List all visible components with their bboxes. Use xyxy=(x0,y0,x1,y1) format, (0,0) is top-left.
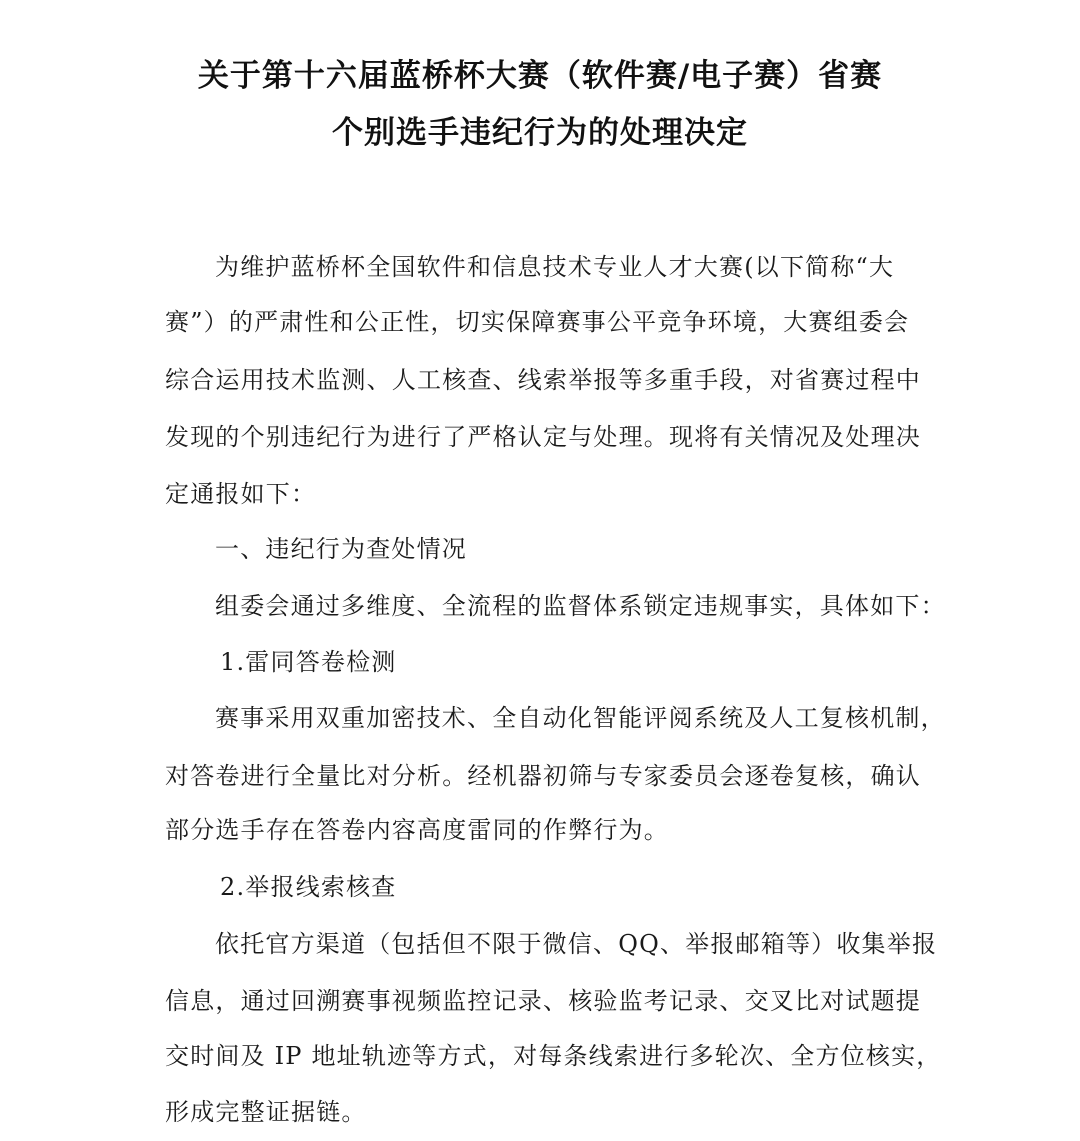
section-1-intro: 组委会通过多维度、全流程的监督体系锁定违规事实，具体如下： xyxy=(215,592,946,620)
subsection-1-line-1: 赛事采用双重加密技术、全自动化智能评阅系统及人工复核机制， xyxy=(215,704,946,732)
paragraph-1-line-2: 赛”）的严肃性和公正性，切实保障赛事公平竞争环境，大赛组委会 xyxy=(165,308,910,336)
paragraph-1-line-3: 综合运用技术监测、人工核查、线索举报等多重手段，对省赛过程中 xyxy=(165,366,921,394)
document-title-line-2: 个别选手违纪行为的处理决定 xyxy=(332,115,748,151)
subsection-1-line-3: 部分选手存在答卷内容高度雷同的作弊行为。 xyxy=(165,816,669,844)
subsection-1-line-2: 对答卷进行全量比对分析。经机器初筛与专家委员会逐卷复核，确认 xyxy=(165,762,921,790)
subsection-heading-2: 2.举报线索核查 xyxy=(220,873,397,901)
section-heading-1: 一、违纪行为查处情况 xyxy=(215,535,467,563)
subsection-2-line-1: 依托官方渠道（包括但不限于微信、QQ、举报邮箱等）收集举报 xyxy=(215,930,938,958)
subsection-2-line-4: 形成完整证据链。 xyxy=(165,1098,367,1126)
paragraph-1-line-1: 为维护蓝桥杯全国软件和信息技术专业人才大赛(以下简称“大 xyxy=(215,253,895,281)
subsection-heading-1: 1.雷同答卷检测 xyxy=(220,648,397,676)
subsection-2-line-3: 交时间及 IP 地址轨迹等方式，对每条线索进行多轮次、全方位核实， xyxy=(165,1042,942,1070)
paragraph-1-line-5: 定通报如下： xyxy=(165,480,317,508)
paragraph-1-line-4: 发现的个别违纪行为进行了严格认定与处理。现将有关情况及处理决 xyxy=(165,423,921,451)
subsection-2-line-2: 信息，通过回溯赛事视频监控记录、核验监考记录、交叉比对试题提 xyxy=(165,987,921,1015)
document-title-line-1: 关于第十六届蓝桥杯大赛（软件赛/电子赛）省赛 xyxy=(197,58,883,94)
